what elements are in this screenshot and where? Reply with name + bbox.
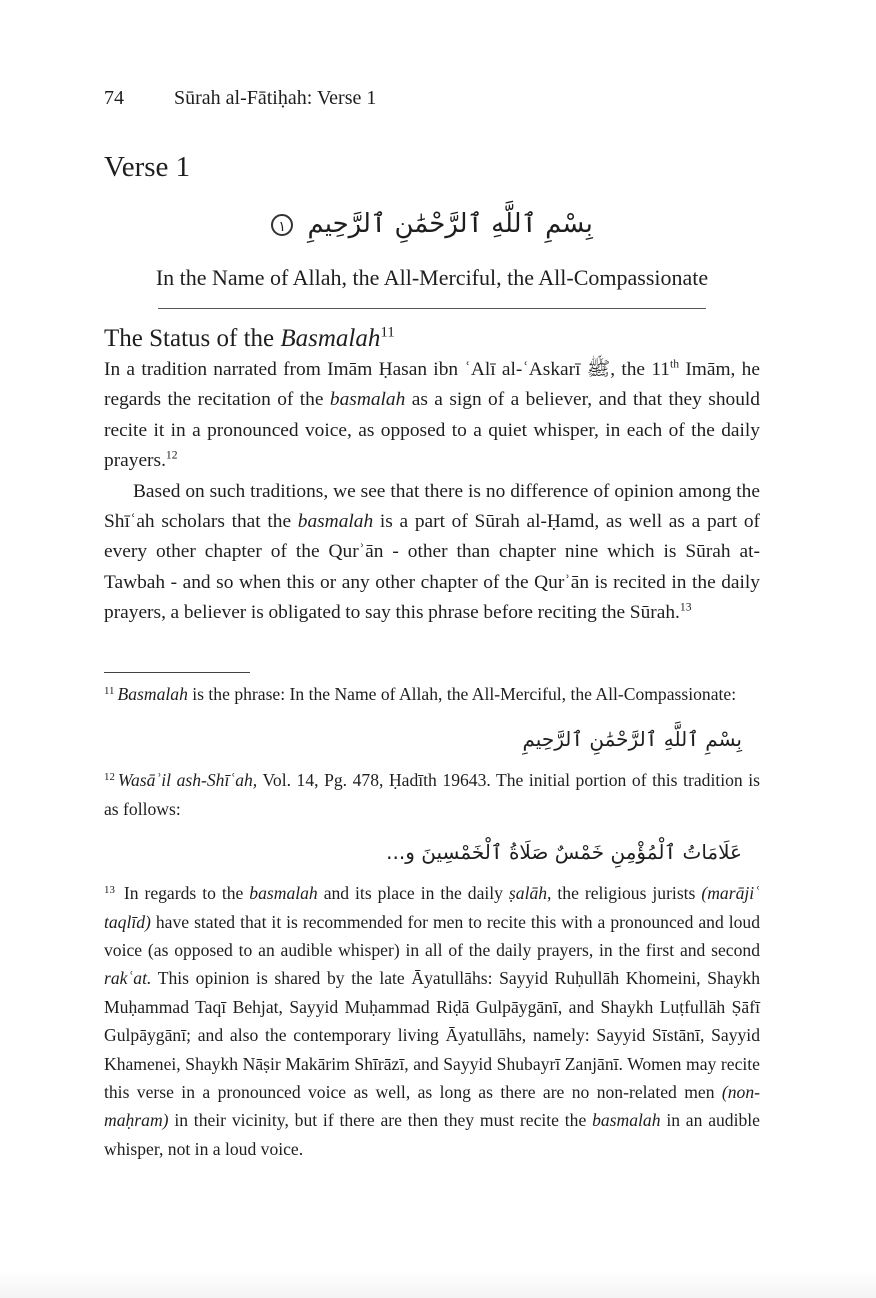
section-heading-term: Basmalah [280, 325, 381, 352]
footnote-13-term-2: ṣalāh, [508, 883, 552, 904]
footnote-11 [104, 680, 760, 708]
ordinal-suffix: th [670, 357, 680, 371]
footnote-13-text-a: In regards to the [117, 883, 250, 904]
arabic-verse [104, 202, 760, 246]
footnote-ref-12[interactable]: 12 [165, 448, 178, 462]
footnote-13-number: 13 [104, 884, 115, 897]
footnotes [104, 680, 760, 1163]
footnote-13-text-f: in their vicinity, but if there are then they must recite the [168, 1110, 593, 1131]
footnote-13-term-3: (marājiʿ taqlīd) [104, 883, 760, 932]
body-text [104, 355, 760, 629]
footnote-13-text-b: and its place in the daily [317, 883, 509, 904]
footnote-12-source: Wasāʾil ash-Shīʿah, [117, 770, 258, 791]
footnote-12-arabic: عَلَامَاتُ ٱلْمُؤْمِنِ خَمْسٌ صَلَاةُ ٱلْخَمْسِينَ و... [386, 840, 742, 865]
footnote-13-text-d: have stated that it is recommended for men to recite this with a pronounced and loud voice (as opposed to an audible whisper) in all of the daily prayers, in the first and second [104, 911, 760, 961]
paragraph-2-term: basmalah [297, 511, 374, 533]
paragraph-1-text-c: as a sign of a believer, and that they should recite it in a pronounced voice, as opposed to a quiet whisper, in each of the daily prayers. [104, 389, 760, 472]
section-heading [104, 322, 395, 356]
paragraph-1-text-a: In a tradition narrated from Imām Ḥasan ibn ʿAlī al-ʿAskarī ﷺ, the 11 [104, 359, 670, 380]
footnote-11-arabic: بِسْمِ ٱللَّهِ ٱلرَّحْمَٰنِ ٱلرَّحِيمِ [522, 727, 742, 752]
footnote-13-term-5: (non-maḥram) [104, 1082, 760, 1131]
footnote-12 [104, 766, 760, 823]
footnote-11-term: Basmalah [117, 684, 188, 704]
arabic-verse-text: بِسْمِ ٱللَّهِ ٱلرَّحْمَٰنِ ٱلرَّحِيمِ [307, 209, 593, 239]
footnote-13-term-4: rakʿat. [104, 968, 152, 989]
verse-number-marker: ١ [271, 214, 293, 236]
footnote-12-text: Vol. 14, Pg. 478, Ḥadīth 19643. The initial portion of this tradition is as follows: [104, 770, 760, 819]
paragraph-1 [104, 355, 760, 477]
page-number: 74 [104, 87, 124, 109]
footnote-13-text-g: in an audible whisper, not in a loud voice. [104, 1110, 760, 1159]
running-head [104, 86, 376, 110]
paragraph-2-text-b: is a part of Sūrah al-Ḥamd, as well as a part of every other chapter of the Qurʾān - other than chapter nine which is Sūrah at-Tawbah - and so when this or any other chapter of the Qurʾān is recited in the daily prayers, a believer is obligated to say this phrase before reciting the Sūrah. [104, 511, 760, 624]
verse-translation: In the Name of Allah, the All-Merciful, the All-Compassionate [155, 265, 709, 290]
paragraph-2-text-a: Based on such traditions, we see that there is no difference of opinion among the Shīʿah scholars that the [104, 480, 760, 533]
footnote-ref-11[interactable]: 11 [380, 324, 395, 341]
footnote-ref-13[interactable]: 13 [679, 600, 692, 614]
footnote-11-text: is the phrase: In the Name of Allah, the All-Merciful, the All-Compassionate: [187, 684, 737, 704]
paragraph-2 [104, 477, 760, 629]
footnote-13-term-6: basmalah [592, 1110, 661, 1131]
footnote-rule [104, 672, 250, 673]
paragraph-1-term: basmalah [329, 389, 406, 411]
running-head-title: Sūrah al-Fātiḥah: Verse 1 [174, 87, 377, 109]
footnote-13-text-e: This opinion is shared by the late Āyatullāhs: Sayyid Ruḥullāh Khomeini, Shaykh Muḥammad Taqī Behjat, Sayyid Muḥammad Riḍā Gulpāygānī, and Shaykh Luṭfullāh Ṣāfī Gulpāygānī; and also the contemporary living Āyatullāhs, namely: Sayyid Sīstānī, Sayyid Khamenei, Shaykh Nāṣir Makārim Shīrāzī, and Sayyid Shubayrī Zanjānī. Women may recite this verse in a pronounced voice as well, as long as there are no non-related men [104, 968, 760, 1103]
footnote-13 [104, 879, 760, 1163]
paragraph-1-text-b: Imām, he regards the recitation of the [104, 359, 760, 411]
section-divider [158, 308, 706, 309]
verse-heading: Verse 1 [104, 151, 191, 183]
footnote-13-text-c: the religious jurists [551, 883, 702, 904]
footnote-13-term-1: basmalah [249, 883, 318, 904]
footnote-11-number: 11 [104, 685, 115, 697]
footnote-12-number: 12 [104, 771, 115, 784]
section-heading-prefix: The Status of the [104, 325, 281, 352]
